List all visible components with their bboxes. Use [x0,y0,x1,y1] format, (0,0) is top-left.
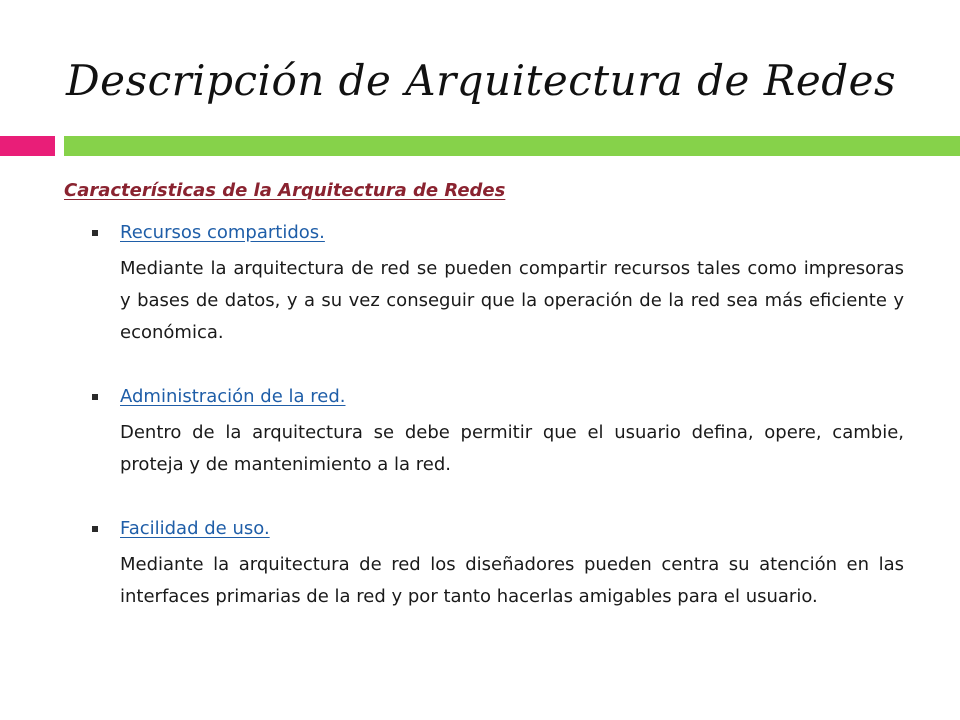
link-administracion-red[interactable]: Administración de la red. [120,386,346,407]
square-bullet-icon [92,526,98,532]
link-recursos-compartidos[interactable]: Recursos compartidos. [120,222,325,243]
bullet-row [92,516,904,542]
item-description: Mediante la arquitectura de red se pueden compartir recursos tales como impresoras y bases de datos, y a su vez conseguir que la operación de la red sea más eficiente y económica. [120,258,904,343]
slide-title: Descripción de Arquitectura de Redes [66,56,897,105]
square-bullet-icon [92,394,98,400]
accent-bar-pink [0,136,55,156]
item-description: Mediante la arquitectura de red los diseñadores pueden centra su atención en las interfaces primarias de la red y por tanto hacerlas amigables para el usuario. [120,554,904,607]
accent-bar-green [64,136,960,156]
item-description: Dentro de la arquitectura se debe permitir que el usuario defina, opere, cambie, proteja y de mantenimiento a la red. [120,422,904,475]
section-heading: Características de la Arquitectura de Redes [64,180,506,201]
bullet-row [92,220,904,246]
square-bullet-icon [92,230,98,236]
list-item [92,516,904,613]
link-facilidad-uso[interactable]: Facilidad de uso. [120,518,270,539]
list-item [92,384,904,481]
bullet-row [92,384,904,410]
bullet-list [92,220,904,613]
list-item [92,220,904,349]
